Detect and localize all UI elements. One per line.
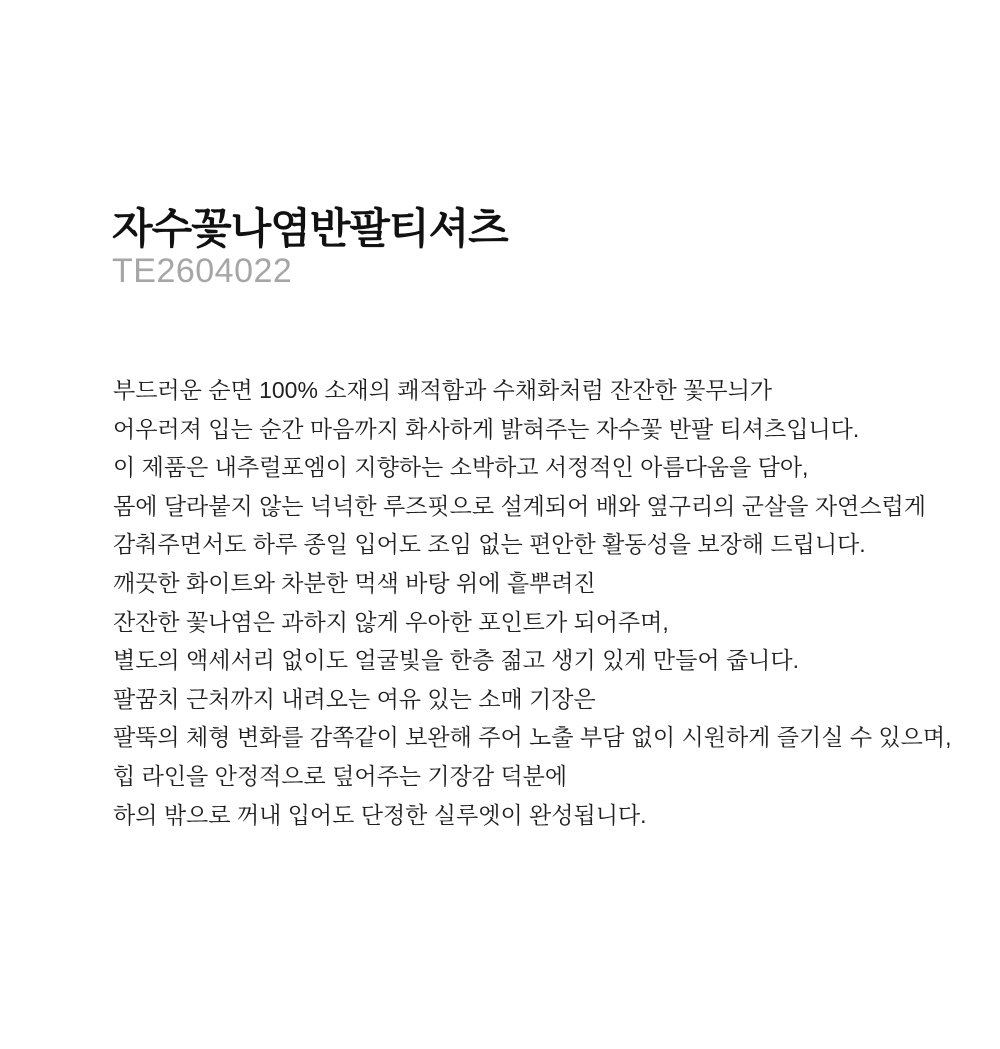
- description-line: 하의 밖으로 꺼내 입어도 단정한 실루엣이 완성됩니다.: [113, 801, 647, 828]
- description-line: 팔뚝의 체형 변화를 감쪽같이 보완해 주어 노출 부담 없이 시원하게 즐기실 수 있으며,: [113, 724, 952, 751]
- product-title: 자수꽃나염반팔티셔츠: [112, 205, 508, 252]
- product-code: TE2604022: [112, 252, 293, 290]
- description-line: 몸에 달라붙지 않는 넉넉한 루즈핏으로 설계되어 배와 옆구리의 군살을 자연스럽게: [113, 492, 926, 519]
- product-description: [113, 371, 951, 834]
- description-line: 어우러져 입는 순간 마음까지 화사하게 밝혀주는 자수꽃 반팔 티셔츠입니다.: [113, 415, 860, 442]
- description-line: 감춰주면서도 하루 종일 입어도 조임 없는 편안한 활동성을 보장해 드립니다.: [113, 531, 866, 558]
- description-line: 힙 라인을 안정적으로 덮어주는 기장감 덕분에: [113, 762, 568, 789]
- description-line: 잔잔한 꽃나염은 과하지 않게 우아한 포인트가 되어주며,: [113, 608, 669, 635]
- description-line: 이 제품은 내추럴포엠이 지향하는 소박하고 서정적인 아름다움을 담아,: [113, 454, 809, 481]
- description-line: 별도의 액세서리 없이도 얼굴빛을 한층 젊고 생기 있게 만들어 줍니다.: [113, 647, 800, 674]
- description-line: 팔꿈치 근처까지 내려오는 여유 있는 소매 기장은: [113, 685, 596, 712]
- description-line: 부드러운 순면 100% 소재의 쾌적함과 수채화처럼 잔잔한 꽃무늬가: [113, 377, 773, 403]
- description-line: 깨끗한 화이트와 차분한 먹색 바탕 위에 흩뿌려진: [113, 569, 596, 596]
